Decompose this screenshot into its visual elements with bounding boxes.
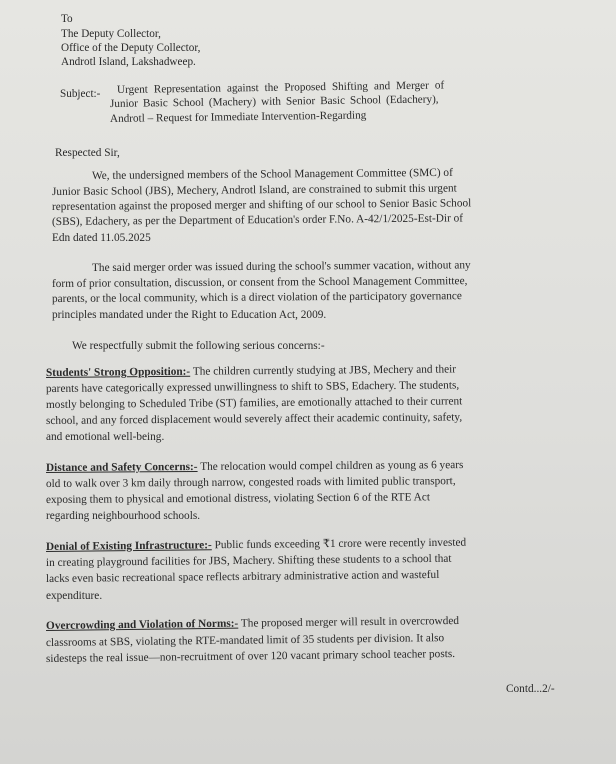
concern-overcrowding-line-3: sidesteps the real issue—non-recruitment of over 120 vacant primary school teacher posts. [45,648,456,665]
concern-distance-line-3: exposing them to physical and emotional distress, violating Section 6 of the RTE Act [45,491,431,506]
addressee-line-2: Office of the Deputy Collector, [61,42,201,54]
concerns-intro: We respectfully submit the following serious concerns:- [72,340,325,352]
concern-students-first-line [46,363,456,380]
concern-students-line-2: parents have categorically expressed unwillingness to shift to SBS, Edachery. The students, [45,379,460,395]
addressee-line-3: Androtl Island, Lakshadweep. [61,56,196,68]
concern-heading: Overcrowding and Violation of Norms:- [45,617,239,632]
concern-distance-line-2: old to walk over 3 km daily through narrow, congested roads with limited public transport, [45,475,456,490]
para2-line-2: form of prior consultation, discussion, or consent from the School Management Committee, [51,275,468,290]
para2-line-1: The said merger order was issued during the school's summer vacation, without any [91,259,471,274]
addressee-line-1: The Deputy Collector, [61,28,161,40]
concern-text: The relocation would compel children as young as 6 years [197,459,464,473]
concern-heading: Students' Strong Opposition:- [45,365,191,379]
salutation: Respected Sir, [55,147,120,159]
para1-line-1: We, the undersigned members of the School Management Committee (SMC) of [91,166,453,182]
concern-text: The proposed merger will result in overcrowded [238,614,460,630]
concern-infrastructure-line-2: in creating playground facilities for JBS, Machery. Shifting these students to a school that [45,552,452,569]
para2-line-3: parents, or the local community, which is a direct violation of the participatory governance [51,290,462,305]
concern-distance-line-4: regarding neighbourhood schools. [46,510,201,522]
concern-overcrowding-line-2: classrooms at SBS, violating the RTE-mandated limit of 35 students per division. It also [45,632,445,649]
para1-line-5: Edn dated 11.05.2025 [52,232,151,244]
para1-line-2: Junior Basic School (JBS), Mechery, Androtl Island, are constrained to submit this urgent [51,182,457,198]
concern-distance-first-line [46,459,463,475]
concern-students-line-4: school, and any forced displacement would severely affect their academic continuity, safety, [45,411,463,427]
concern-overcrowding-first-line [46,615,459,633]
concern-students-line-3: mostly belonging to Scheduled Tribe (ST) families, are emotionally attached to their current [45,395,463,411]
subject-line-2: Junior Basic School (Machery) with Senior Basic School (Edachery), [109,93,439,110]
concern-text: The children currently studying at JBS, Mechery and their [190,363,457,378]
concern-heading: Denial of Existing Infrastructure:- [45,539,212,553]
para1-line-4: (SBS), Edachery, as per the Department of Education's order F.No. A-42/1/2025-Est-Dir of [51,212,464,228]
concern-text: Public funds exceeding ₹1 crore were recently invested [211,536,467,552]
to-label: To [61,13,73,25]
concern-infrastructure-line-4: expenditure. [46,590,103,602]
concern-infrastructure-line-3: lacks even basic recreational space reflects arbitrary administrative action and wasteful [45,568,440,585]
para1-line-3: representation against the proposed merger and shifting of our school to Senior Basic School [51,197,472,213]
subject-label: Subject:- [60,88,101,100]
subject-line-3: Androtl – Request for Immediate Intervention-Regarding [109,109,367,125]
continued-marker: Contd...2/- [506,683,555,695]
concern-infrastructure-first-line [46,537,466,554]
concern-students-line-5: and emotional well-being. [46,431,165,443]
para2-line-4: principles mandated under the Right to Education Act, 2009. [52,309,327,321]
concern-heading: Distance and Safety Concerns:- [45,460,198,474]
subject-line-1: Urgent Representation against the Proposed Shifting and Merger of [116,79,445,96]
